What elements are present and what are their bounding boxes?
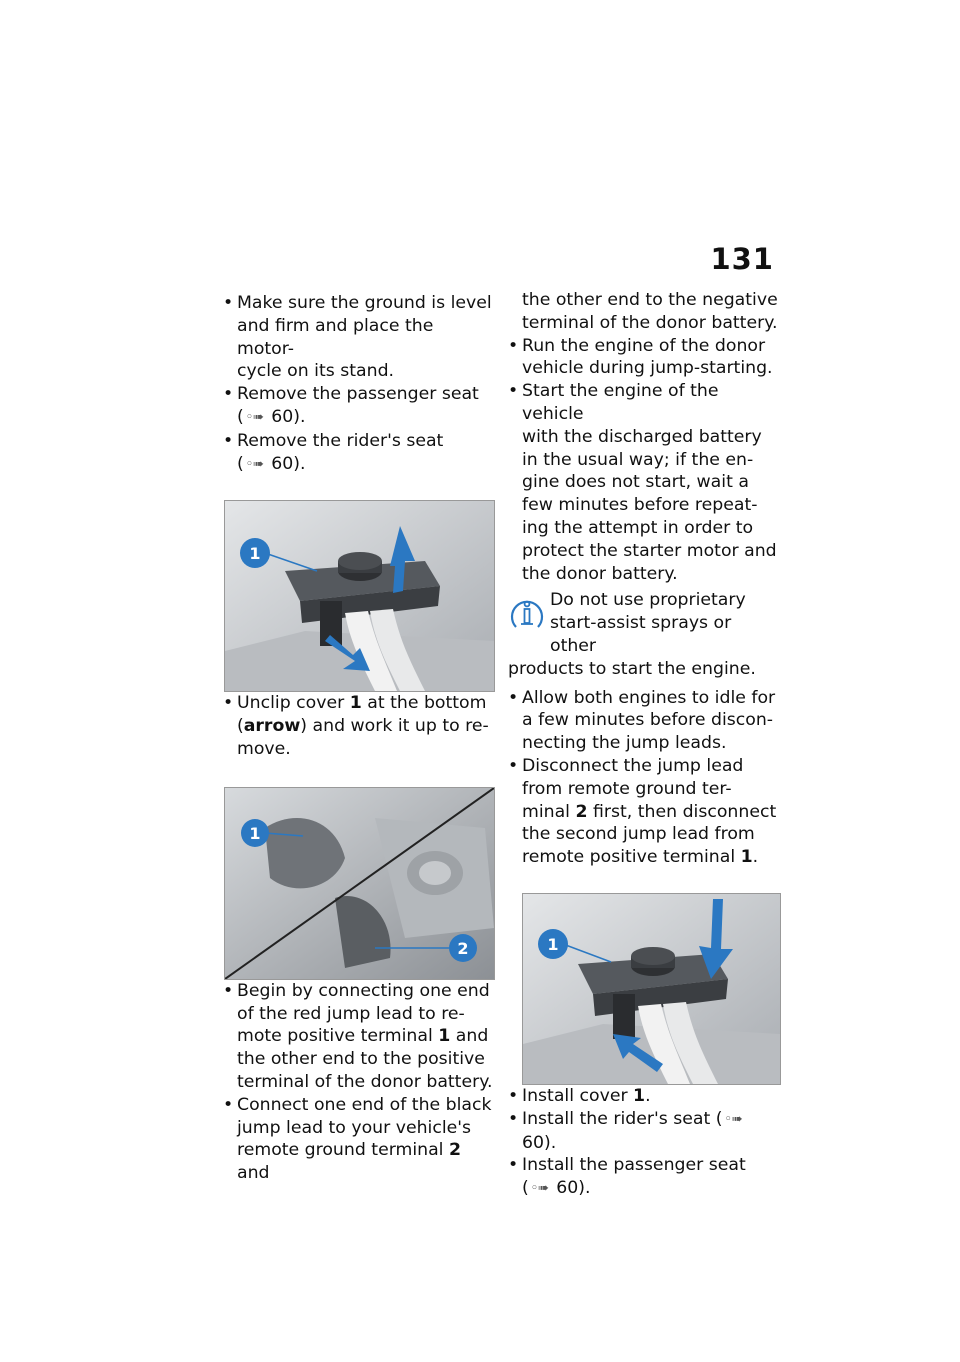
bullet-list [223, 292, 495, 476]
page-ref-arrow-icon: ◦➠ [245, 456, 265, 472]
info-icon [508, 593, 546, 631]
list-item: • Remove the rider's seat ( ◦➠ 60). [223, 430, 495, 477]
page-ref-arrow-icon: ◦➠ [530, 1181, 550, 1197]
page-ref-arrow-icon: ◦➠ [724, 1111, 743, 1127]
list-item: • Unclip cover 1 at the bottom (arrow) and work it up to re- move. [223, 692, 495, 760]
list-item: • Install cover 1. [508, 1085, 782, 1108]
page-ref-arrow-icon: ◦➠ [245, 409, 265, 425]
bullet-list [223, 692, 495, 760]
list-item: • Connect one end of the black jump lead to your vehicle's remote ground terminal 2 and [223, 1094, 495, 1185]
list-item-continued: the other end to the negative terminal of the donor battery. [522, 290, 778, 333]
bullet-list [508, 1085, 782, 1201]
page-number: 131 [710, 242, 774, 276]
list-item: • Allow both engines to idle for a few minutes before discon- necting the jump leads. [508, 687, 782, 755]
jump-terminals-figure [224, 787, 495, 980]
callout-1: 1 [249, 823, 261, 843]
bullet-list [223, 980, 495, 1185]
callout-1: 1 [547, 934, 559, 954]
callout-2: 2 [457, 938, 469, 958]
list-item: • Disconnect the jump lead from remote ground ter- minal 2 first, then disconnect the second jump lead from remote positive terminal 1. [508, 755, 782, 869]
battery-cover-figure [224, 500, 495, 692]
list-item: • Start the engine of the vehicle with the discharged battery in the usual way; if the en- gine does not start, wait a few minutes before repeat- ing the attempt in order to protect the starter motor and the donor battery. [508, 380, 782, 585]
list-item: • Install the passenger seat ( ◦➠ 60). [508, 1154, 782, 1201]
bullet-list [508, 687, 782, 869]
info-note: Do not use proprietary start-assist sprays or other products to start the engine. [508, 590, 756, 679]
bullet-list [508, 289, 782, 585]
list-item: • Make sure the ground is level and firm and place the motor- cycle on its stand. [223, 292, 495, 383]
list-item: • Begin by connecting one end of the red jump lead to re- mote positive terminal 1 and the other end to the positive terminal of the donor battery. [223, 980, 495, 1094]
left-column [223, 292, 495, 1185]
install-cover-figure [522, 893, 781, 1085]
right-column [508, 289, 782, 1201]
callout-1: 1 [249, 544, 261, 564]
list-item: • Install the rider's seat ( ◦➠ 60). [508, 1108, 782, 1155]
list-item: • Remove the passenger seat ( ◦➠ 60). [223, 383, 495, 430]
list-item: • Run the engine of the donor vehicle during jump-starting. [508, 335, 782, 381]
